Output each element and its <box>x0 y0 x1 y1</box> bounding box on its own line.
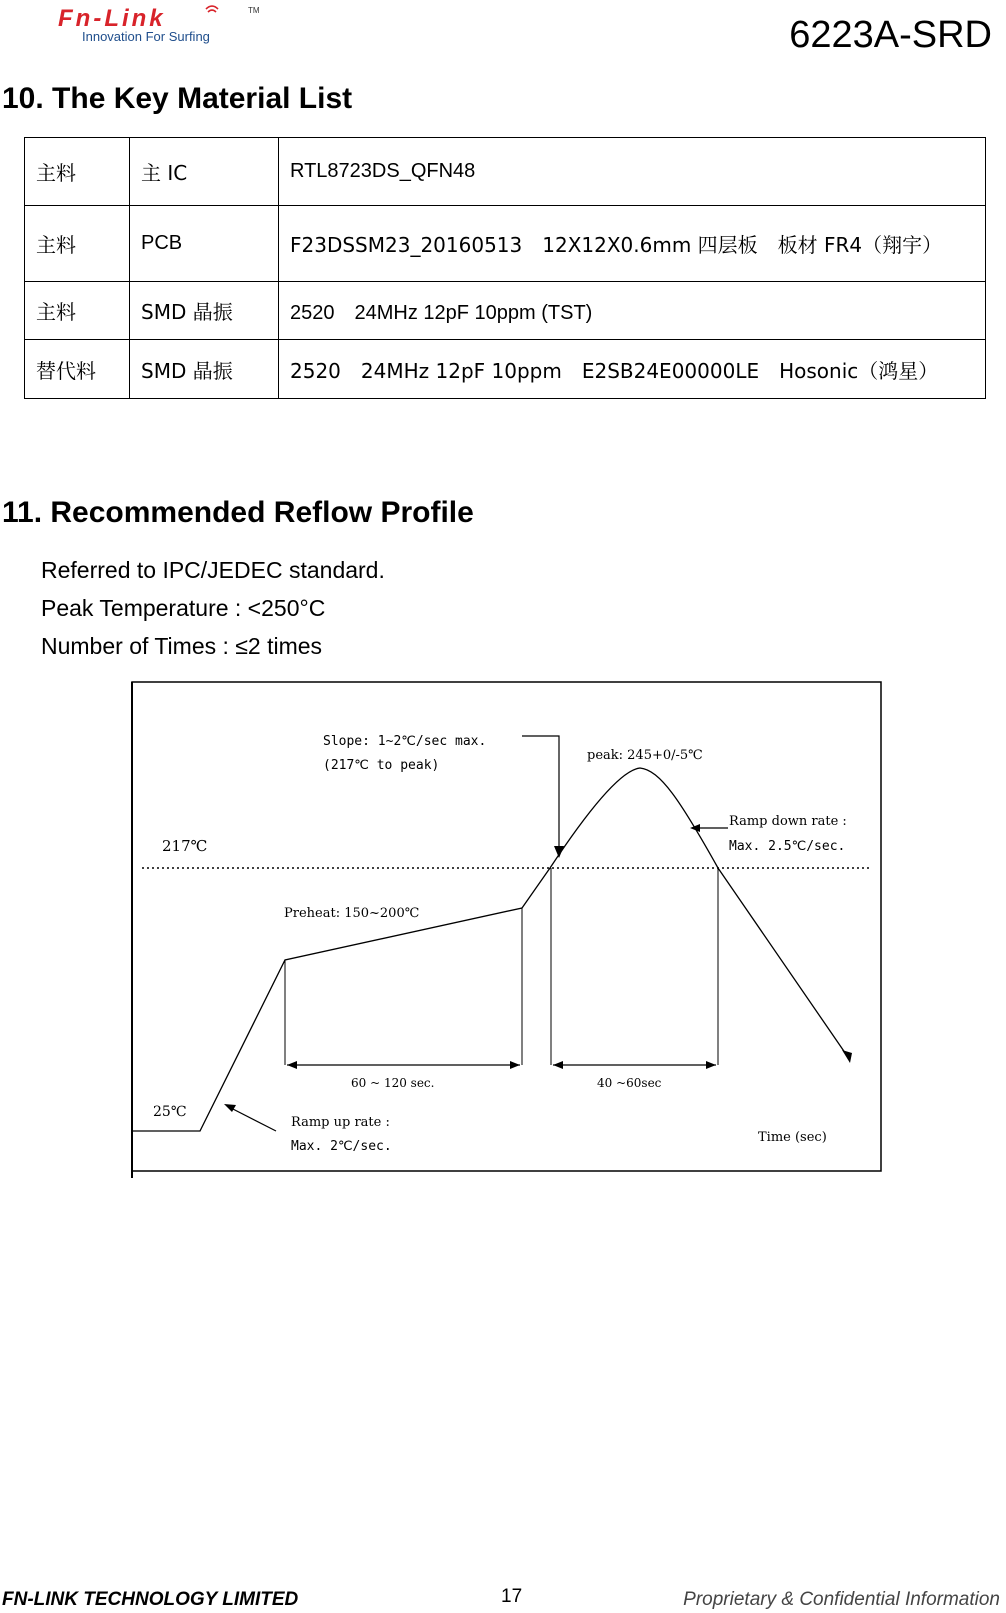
material-type-cell: 替代料 <box>25 340 130 399</box>
logo-slogan: Innovation For Surfing <box>82 29 210 44</box>
chart-frame <box>132 682 881 1171</box>
material-item-cell: 主 IC <box>130 138 279 206</box>
material-desc-cell: F23DSSM23_20160513 12X12X0.6mm 四层板 板材 FR4（翔宇） <box>279 206 986 282</box>
material-item-cell: SMD 晶振 <box>130 340 279 399</box>
label-ramp-up-1: Ramp up rate : <box>291 1115 390 1130</box>
section-11-title: 11. Recommended Reflow Profile <box>2 496 474 529</box>
label-slope-1: Slope: 1~2℃/sec max. <box>323 734 487 749</box>
section-10-title: 10. The Key Material List <box>2 82 353 115</box>
label-duration-preheat: 60 ~ 120 sec. <box>351 1076 435 1090</box>
label-peak: peak: 245+0/-5℃ <box>587 748 703 763</box>
label-duration-liquidus: 40 ~60sec <box>597 1076 662 1090</box>
material-item-cell: SMD 晶振 <box>130 282 279 340</box>
material-type-cell: 主料 <box>25 206 130 282</box>
times-line: Number of Times : ≤2 times <box>41 633 323 659</box>
logo-wordmark: Fn-Link <box>58 5 166 32</box>
material-type-cell: 主料 <box>25 282 130 340</box>
material-desc-cell: 2520 24MHz 12pF 10ppm E2SB24E00000LE Hosonic（鸿星） <box>279 340 986 399</box>
footer-confidential: Proprietary & Confidential Information <box>683 1589 1000 1610</box>
material-item-cell: PCB <box>130 206 279 282</box>
footer-company: FN-LINK TECHNOLOGY LIMITED <box>2 1589 299 1610</box>
label-25: 25℃ <box>153 1104 187 1120</box>
logo-trademark: TM <box>248 6 260 15</box>
label-ramp-down-2: Max. 2.5℃/sec. <box>729 839 846 854</box>
x-axis-label: Time (sec) <box>758 1130 827 1145</box>
material-desc-cell: 2520 24MHz 12pF 10ppm (TST) <box>279 282 986 340</box>
document-id: 6223A-SRD <box>789 14 992 56</box>
peak-temp-line: Peak Temperature : <250°C <box>41 595 326 621</box>
standard-line: Referred to IPC/JEDEC standard. <box>41 557 385 583</box>
material-type-cell: 主料 <box>25 138 130 206</box>
label-ramp-up-2: Max. 2℃/sec. <box>291 1139 392 1154</box>
page-number: 17 <box>501 1586 523 1607</box>
label-217: 217℃ <box>162 837 208 855</box>
label-ramp-down-1: Ramp down rate : <box>729 814 847 829</box>
label-slope-2: (217℃ to peak) <box>323 758 440 773</box>
material-desc-cell: RTL8723DS_QFN48 <box>279 138 986 206</box>
label-preheat: Preheat: 150~200℃ <box>284 906 420 921</box>
